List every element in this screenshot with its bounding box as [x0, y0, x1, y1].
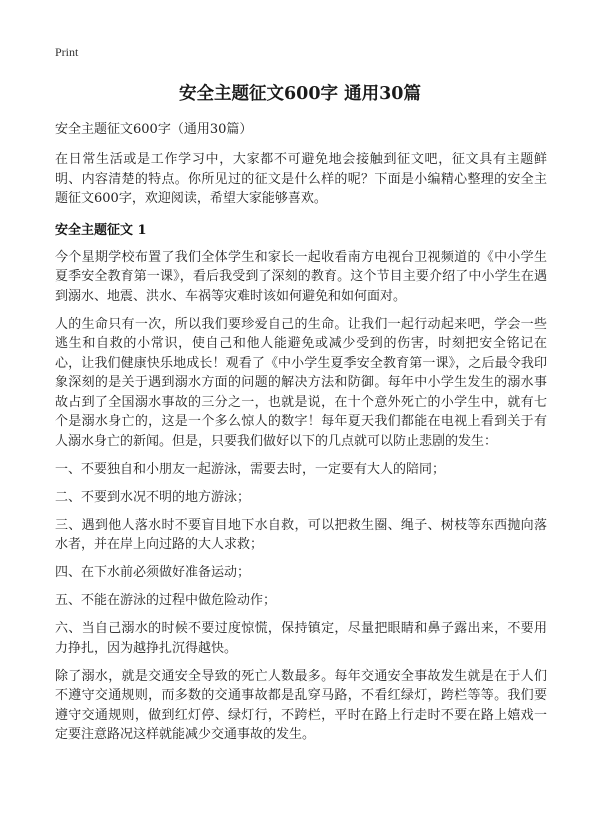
paragraph-1: 今个星期学校布置了我们全体学生和家长一起收看南方电视台卫视频道的《中小学生夏季安全教育第一课》，看后我受到了深刻的教育。这个节目主要介绍了中小学生在遇到溺水、地震、洪水、车祸等灾难时该如何避免和如何面对。: [55, 249, 547, 304]
list-item-6: 六、当自己溺水的时候不要过度惊慌，保持镇定，尽量把眼睛和鼻子露出来，不要用力挣扎，因为越挣扎沉得越快。: [55, 621, 547, 656]
document-title: 安全主题征文600字 通用30篇: [179, 84, 421, 104]
list-item-3: 三、遇到他人落水时不要盲目地下水自救，可以把救生圈、绳子、树枝等东西抛向落水者，并在岸上向过路的大人求救；: [55, 517, 547, 552]
list-item-5: 五、不能在游泳的过程中做危险动作；: [55, 593, 277, 608]
paragraph-2: 人的生命只有一次，所以我们要珍爱自己的生命。让我们一起行动起来吧，学会一些逃生和自救的小常识，使自己和他人能避免或减少受到的伤害，时刻把安全铭记在心，让我们健康快乐地成长！观看了《中小学生夏季安全教育第一课》，之后最令我印象深刻的是关于遇到溺水方面的问题的解决方法和防御。每年中小学生发生的溺水事故占到了全国溺水事故的三分之一，也就是说，在十个意外死亡的小学生中，就有七个是溺水身亡的，这是一个多么惊人的数字！每年夏天我们都能在电视上看到关于有人溺水身亡的新闻。但是，只要我们做好以下的几点就可以防止悲剧的发生：: [55, 316, 547, 449]
document-subtitle: 安全主题征文600字（通用30篇）: [55, 122, 253, 137]
list-item-4: 四、在下水前必须做好准备运动；: [55, 565, 251, 580]
intro-paragraph: 在日常生活或是工作学习中，大家都不可避免地会接触到征文吧，征文具有主题鲜明、内容清楚的特点。你所见过的征文是什么样的呢？下面是小编精心整理的安全主题征文600字，欢迎阅读，希望大家能够喜欢。: [55, 152, 547, 206]
document-body: [55, 121, 547, 753]
print-link[interactable]: Print: [55, 45, 79, 59]
list-item-2: 二、不要到水况不明的地方游泳；: [55, 489, 251, 505]
list-item-1: 一、不要独自和小朋友一起游泳，需要去时，一定要有大人的陪同；: [55, 461, 446, 477]
paragraph-traffic: 除了溺水，就是交通安全导致的死亡人数最多。每年交通安全事故发生就是在于人们不遵守交通规则，而多数的交通事故都是乱穿马路，不看红绿灯，跨栏等等。我们要遵守交通规则，做到红灯停、绿灯行，不跨栏，平时在路上行走时不要在路上嬉戏一定要注意路况这样就能减少交通事故的发生。: [55, 668, 547, 742]
section-heading: 安全主题征文 1: [55, 222, 147, 238]
